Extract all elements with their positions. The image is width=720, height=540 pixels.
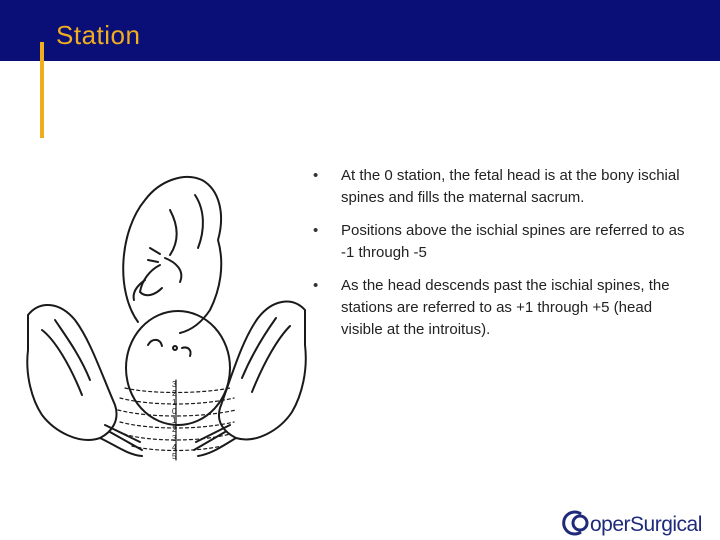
station-mark-plus-4: 4 — [172, 443, 177, 452]
station-mark-minus-3: 3 — [172, 380, 177, 389]
bullet-item — [312, 165, 692, 209]
bullet-text: At the 0 station, the fetal head is at the bony ischial spines and fills the maternal sacrum. — [341, 167, 680, 206]
station-mark-minus-2: 2 — [172, 389, 177, 398]
coopersurgical-logo-mark — [561, 506, 716, 540]
station-mark-plus-5: 5 — [172, 452, 177, 461]
svg-text:operSurgical: operSurgical — [590, 513, 702, 536]
bullet-dot-icon: • — [313, 222, 319, 239]
slide-title: Station — [56, 20, 141, 50]
bullet-text: Positions above the ischial spines are referred to as -1 through -5 — [341, 222, 685, 261]
bullet-dot-icon: • — [313, 167, 319, 184]
station-mark-zero: 0 — [172, 407, 177, 416]
bullet-list — [312, 165, 692, 352]
station-mark-plus-2: 2 — [172, 425, 177, 434]
station-mark-plus-3: 3 — [172, 434, 177, 443]
fetal-body — [123, 177, 221, 333]
bullet-item — [312, 275, 692, 341]
fetal-head — [126, 311, 230, 425]
accent-line — [40, 42, 44, 138]
bullet-text: As the head descends past the ischial spines, the stations are referred to as +1 through +5 (head visible at the introitus). — [341, 277, 670, 338]
bullet-item — [312, 220, 692, 264]
station-mark-minus-1: 1 — [172, 398, 177, 407]
fetal-station-illustration — [20, 170, 312, 466]
coopersurgical-logo — [561, 506, 716, 540]
station-mark-plus-1: 1 — [172, 416, 177, 425]
bullet-dot-icon: • — [313, 277, 319, 294]
